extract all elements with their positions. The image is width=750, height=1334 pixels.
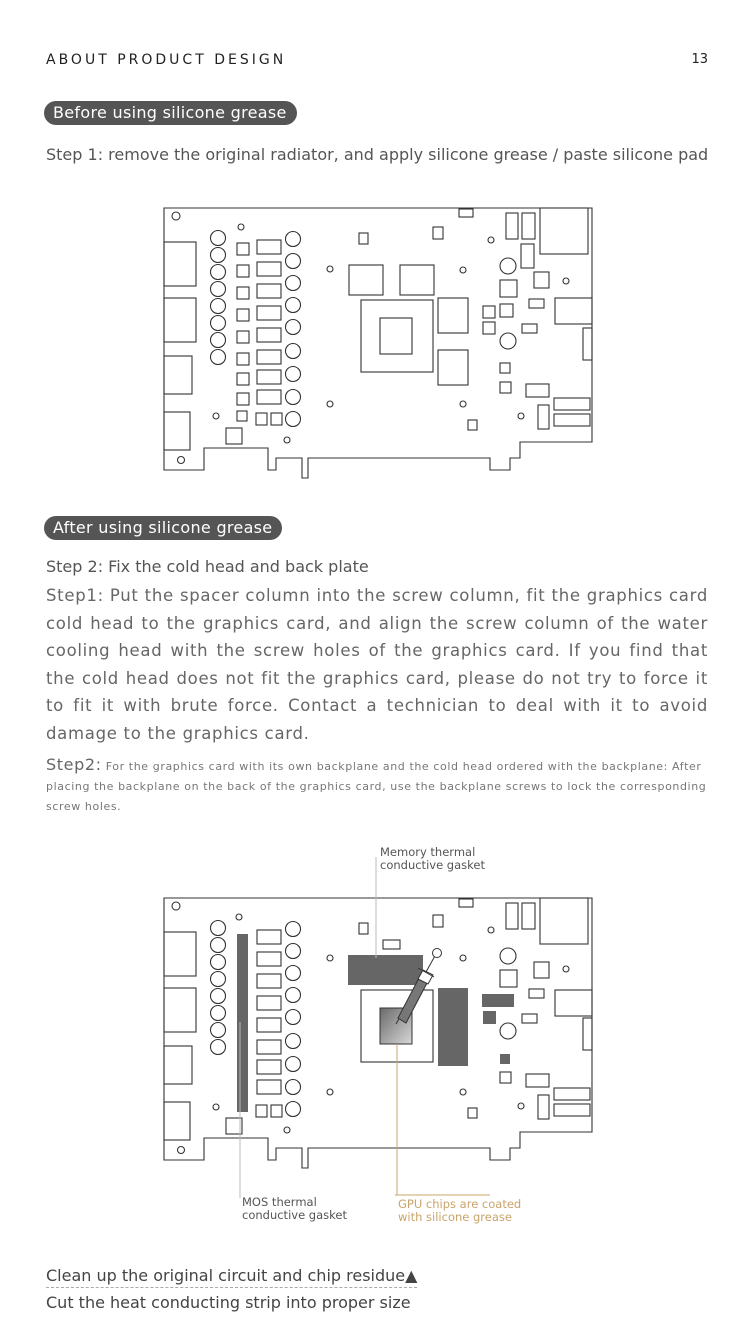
step2-instructions — [46, 755, 716, 817]
footer-note-clean: Clean up the original circuit and chip residue▲ — [46, 1266, 417, 1288]
page-number: 13 — [691, 52, 708, 67]
memory-pad-small-2 — [483, 1011, 496, 1024]
memory-pad-top — [348, 955, 423, 985]
step1-instructions: Step1: Put the spacer column into the screw column, fit the graphics card cold head to the graphics card, and align the screw column of the water cooling head with the screw holes of the graphics card. If you find that the cold head does not fit the graphics card, please do not try to force it to fit it with brute force. Contact a technician to deal with it to avoid damage to the graphics card. — [46, 586, 708, 743]
step2-lead: Step2: — [46, 755, 102, 774]
mos-gasket-callout: MOS thermal conductive gasket — [242, 1195, 347, 1222]
memory-pad-small-1 — [482, 994, 514, 1007]
section-title: ABOUT PRODUCT DESIGN — [46, 52, 287, 68]
board-after-diagram — [164, 898, 592, 1168]
board-before-diagram — [164, 208, 592, 478]
step2-body: For the graphics card with its own backplane and the cold head ordered with the backplane: After placing the backplane on the back of the graphics card, use the backplane screws to lock the corresponding screw holes. — [46, 760, 707, 813]
step2-heading: Step 2: Fix the cold head and back plate — [46, 557, 369, 576]
mos-pad — [237, 934, 248, 1112]
memory-pad-right — [438, 988, 468, 1066]
step1-heading: Step 1: remove the original radiator, and apply silicone grease / paste silicone pad — [46, 145, 709, 164]
memory-pad-small-3 — [500, 1054, 510, 1064]
gpu-grease-callout: GPU chips are coated with silicone grease — [398, 1197, 522, 1224]
thermal-pads — [237, 934, 514, 1112]
footer-note-cut: Cut the heat conducting strip into proper size — [46, 1293, 411, 1312]
after-grease-badge: After using silicone grease — [44, 516, 282, 540]
memory-gasket-callout: Memory thermal conductive gasket — [380, 845, 485, 872]
before-grease-badge: Before using silicone grease — [44, 101, 297, 125]
